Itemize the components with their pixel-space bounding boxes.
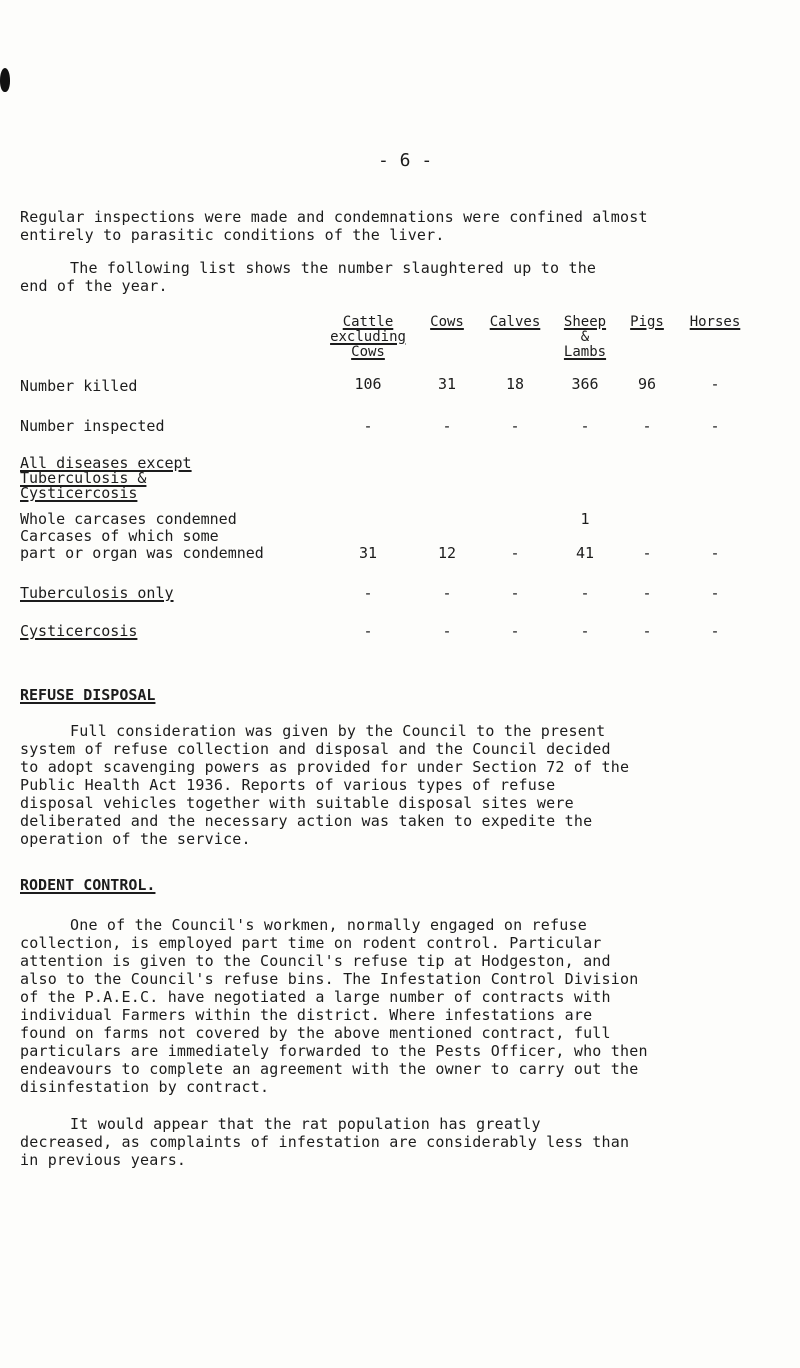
refuse-line-6: deliberated and the necessary action was taken to expedite the: [20, 812, 593, 830]
rodent-line-7: found on farms not covered by the above mentioned contract, full: [20, 1024, 611, 1042]
binding-mark: [0, 68, 10, 92]
cell-inspected-calves: -: [510, 417, 520, 435]
refuse-line-5: disposal vehicles together with suitable disposal sites were: [20, 794, 574, 812]
cell-tb-cattle: -: [363, 584, 373, 602]
rodent-line-9: endeavours to complete an agreement with the owner to carry out the: [20, 1060, 639, 1078]
intro-line-4: end of the year.: [20, 277, 168, 295]
cell-cyst-cows: -: [442, 622, 452, 640]
cell-cyst-pigs: -: [642, 622, 652, 640]
cell-part-sheep: 41: [575, 544, 595, 562]
cell-inspected-pigs: -: [642, 417, 652, 435]
rodent-closing-3: in previous years.: [20, 1151, 187, 1169]
cell-inspected-sheep: -: [580, 417, 590, 435]
col-head-pigs: Pigs: [630, 314, 664, 330]
refuse-line-3: to adopt scavenging powers as provided for under Section 72 of the: [20, 758, 630, 776]
cell-cyst-sheep: -: [580, 622, 590, 640]
col-head-cows: Cows: [430, 314, 464, 330]
col-head-sheep: Sheep & Lambs: [563, 314, 607, 360]
cell-cyst-horses: -: [710, 622, 720, 640]
cell-killed-pigs: 96: [637, 375, 657, 393]
refuse-line-7: operation of the service.: [20, 830, 251, 848]
rodent-line-5: of the P.A.E.C. have negotiated a large number of contracts with: [20, 988, 611, 1006]
intro-line-1: Regular inspections were made and condemnations were confined almost: [20, 208, 648, 226]
intro-line-2: entirely to parasitic conditions of the liver.: [20, 226, 445, 244]
cell-part-calves: -: [510, 544, 520, 562]
intro-line-3: The following list shows the number slaughtered up to the: [70, 259, 597, 277]
cell-cyst-calves: -: [510, 622, 520, 640]
rodent-line-6: individual Farmers within the district. Where infestations are: [20, 1006, 593, 1024]
refuse-heading: REFUSE DISPOSAL: [20, 686, 156, 704]
col-head-cattle: Cattle excluding Cows: [330, 314, 406, 360]
rodent-heading: RODENT CONTROL.: [20, 876, 156, 894]
rodent-line-1: One of the Council's workmen, normally engaged on refuse: [70, 916, 587, 934]
cell-part-pigs: -: [642, 544, 652, 562]
row-label-whole-carcases: Whole carcases condemned: [20, 510, 237, 528]
rodent-closing-1: It would appear that the rat population has greatly: [70, 1115, 541, 1133]
cell-tb-sheep: -: [580, 584, 590, 602]
cell-part-cattle: 31: [358, 544, 378, 562]
rodent-closing-2: decreased, as complaints of infestation are considerably less than: [20, 1133, 630, 1151]
cell-inspected-horses: -: [710, 417, 720, 435]
cell-tb-horses: -: [710, 584, 720, 602]
cell-killed-cows: 31: [437, 375, 457, 393]
cell-killed-horses: -: [710, 375, 720, 393]
refuse-line-2: system of refuse collection and disposal and the Council decided: [20, 740, 611, 758]
cell-tb-pigs: -: [642, 584, 652, 602]
rodent-line-8: particulars are immediately forwarded to the Pests Officer, who then: [20, 1042, 648, 1060]
col-head-calves: Calves: [489, 314, 541, 330]
row-label-part-condemned: Carcases of which some part or organ was condemned: [20, 527, 264, 562]
col-head-horses: Horses: [689, 314, 741, 330]
cell-tb-calves: -: [510, 584, 520, 602]
rodent-line-3: attention is given to the Council's refuse tip at Hodgeston, and: [20, 952, 611, 970]
rodent-line-10: disinfestation by contract.: [20, 1078, 270, 1096]
row-label-tuberculosis-only: Tuberculosis only: [20, 584, 174, 602]
cell-part-horses: -: [710, 544, 720, 562]
rodent-line-4: also to the Council's refuse bins. The Infestation Control Division: [20, 970, 639, 988]
cell-tb-cows: -: [442, 584, 452, 602]
cell-inspected-cattle: -: [363, 417, 373, 435]
refuse-line-4: Public Health Act 1936. Reports of various types of refuse: [20, 776, 556, 794]
refuse-line-1: Full consideration was given by the Council to the present: [70, 722, 606, 740]
cell-killed-sheep: 366: [571, 375, 599, 393]
cell-whole-sheep: 1: [580, 510, 590, 528]
row-label-number-inspected: Number inspected: [20, 417, 165, 435]
cell-part-cows: 12: [437, 544, 457, 562]
cell-inspected-cows: -: [442, 417, 452, 435]
rodent-line-2: collection, is employed part time on rodent control. Particular: [20, 934, 602, 952]
cell-cyst-cattle: -: [363, 622, 373, 640]
row-label-cysticercosis: Cysticercosis: [20, 622, 138, 640]
row-label-all-diseases: All diseases except Tuberculosis & Cysticercosis: [20, 454, 192, 502]
row-label-number-killed: Number killed: [20, 377, 138, 395]
cell-killed-cattle: 106: [354, 375, 382, 393]
cell-killed-calves: 18: [505, 375, 525, 393]
page-number: - 6 -: [378, 150, 433, 171]
